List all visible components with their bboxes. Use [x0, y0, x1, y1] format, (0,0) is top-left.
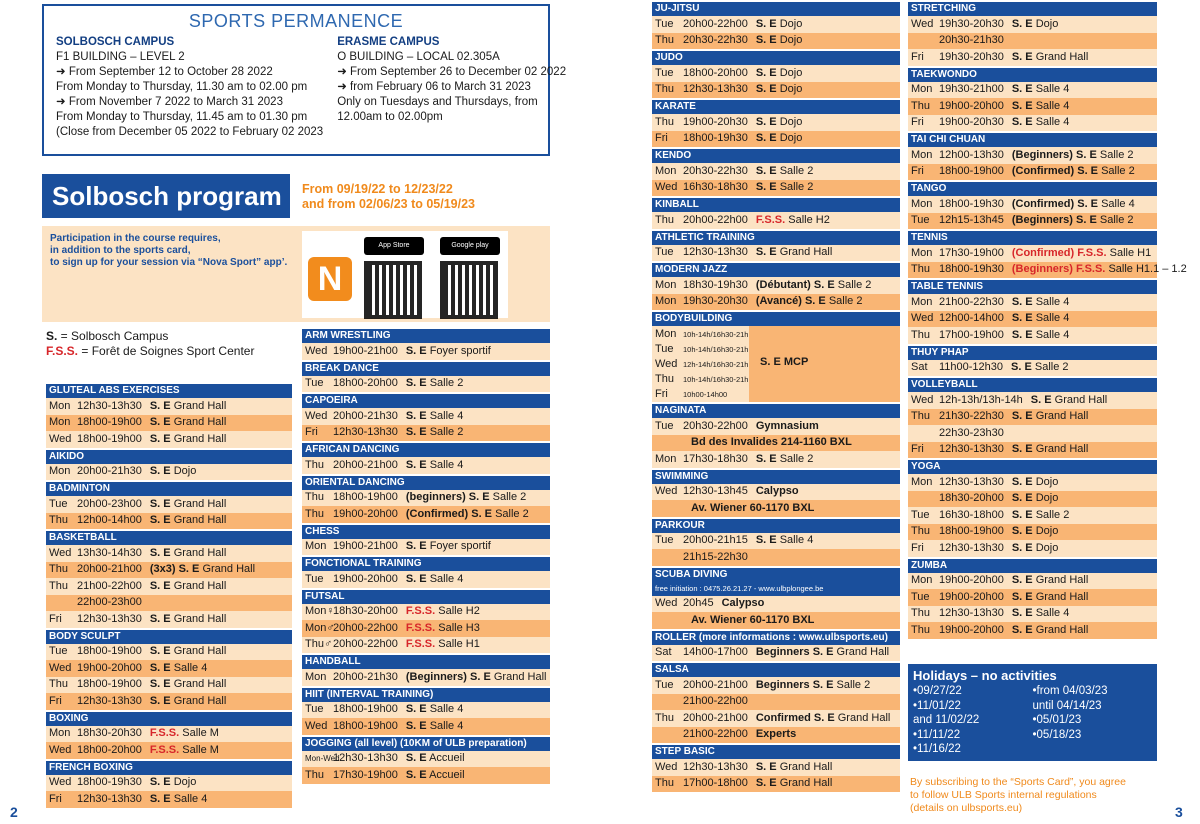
schedule-row: Mon 21h00-22h30 S. E Salle 4	[908, 294, 1157, 311]
section-header: KARATE	[652, 100, 900, 114]
schedule-row: Wed 20h00-21h30 S. E Salle 4	[302, 408, 550, 425]
schedule-column-4	[908, 0, 1187, 639]
schedule-row: Thu 18h00-19h30 (Beginners) F.S.S. Salle H1.1 – 1.2	[908, 262, 1157, 279]
section-header: BASKETBALL	[46, 531, 292, 545]
schedule-row: Wed 19h00-20h00 S. E Salle 4	[46, 660, 292, 677]
schedule-row: Fri 19h00-20h30 S. E Salle 4	[908, 115, 1157, 132]
schedule-row: 18h30-20h00 S. E Dojo	[908, 491, 1157, 508]
schedule-row: 22h30-23h30	[908, 425, 1157, 442]
schedule-row: Bd des Invalides 214-1160 BXL	[652, 435, 900, 452]
section-header: SALSA	[652, 663, 900, 677]
schedule-row: Mon 12h30-13h30 S. E Grand Hall	[46, 398, 292, 415]
section-header: BADMINTON	[46, 482, 292, 496]
schedule-row: Wed 16h30-18h30 S. E Salle 2	[652, 180, 900, 197]
section-header: THUY PHAP	[908, 346, 1157, 360]
section-header: FUTSAL	[302, 590, 550, 604]
section-header: JU-JITSU	[652, 2, 900, 16]
schedule-row: Fri 18h00-19h00 (Confirmed) S. E Salle 2	[908, 164, 1157, 181]
schedule-row: Thu 19h00-20h30 S. E Dojo	[652, 114, 900, 131]
schedule-row: Mon 20h30-22h30 S. E Salle 2	[652, 163, 900, 180]
schedule-row: Tue 16h30-18h00 S. E Salle 2	[908, 507, 1157, 524]
schedule-row: Thu 19h00-20h00 S. E Grand Hall	[908, 622, 1157, 639]
section-header: KINBALL	[652, 198, 900, 212]
sports-card-footer: By subscribing to the “Sports Card”, you agree to follow ULB Sports internal regulations (details on ulbsports.eu)	[910, 776, 1126, 814]
schedule-row: Mon 19h00-21h00 S. E Foyer sportif	[302, 539, 550, 556]
schedule-row: Wed 12h00-14h00 S. E Salle 4	[908, 311, 1157, 328]
section-header: PARKOUR	[652, 519, 900, 533]
schedule-row: Thu 20h00-21h00 S. E Salle 4	[302, 457, 550, 474]
schedule-row: Tue 19h00-20h00 S. E Salle 4	[302, 571, 550, 588]
section-header: ATHLETIC TRAINING	[652, 231, 900, 245]
section-header: ROLLER (more informations : www.ulbsports.eu)	[652, 631, 900, 645]
holidays-box: Holidays – no activities •09/27/22 •11/01/22 and 11/02/22 •11/11/22 •11/16/22 •from 04/03/23 until 04/14/23 •05/01/23 •05/18/23	[908, 664, 1157, 761]
section-header: MODERN JAZZ	[652, 263, 900, 277]
schedule-row: Tue 20h30-22h00 Gymnasium	[652, 418, 900, 435]
nova-sport-logo: N	[308, 257, 352, 301]
schedule-row: Wed 19h00-21h00 S. E Foyer sportif	[302, 343, 550, 360]
schedule-row: Wed 20h45 Calypso	[652, 596, 900, 613]
legend: S. = Solbosch Campus F.S.S. = Forêt de Soignes Sport Center	[46, 329, 255, 358]
section-header: TAI CHI CHUAN	[908, 133, 1157, 147]
schedule-row: 21h00-22h00 Experts	[652, 727, 900, 744]
schedule-row: Wed 12h30-13h30 S. E Grand Hall	[652, 759, 900, 776]
schedule-row: Fri 12h30-13h30 S. E Salle 4	[46, 791, 292, 808]
schedule-row: Tue 12h30-13h30 S. E Grand Hall	[652, 245, 900, 262]
schedule-row: Fri 12h30-13h30 S. E Dojo	[908, 540, 1157, 557]
section-header: YOGA	[908, 460, 1157, 474]
app-store-qr-code	[364, 261, 422, 319]
schedule-row: Thu 19h00-20h00 S. E Salle 4	[908, 98, 1157, 115]
schedule-row: Tue 20h00-23h00 S. E Grand Hall	[46, 496, 292, 513]
section-header: SCUBA DIVING	[652, 568, 900, 582]
schedule-row: Fri 18h00-19h30 S. E Dojo	[652, 131, 900, 148]
schedule-row: Mon 17h30-18h30 S. E Salle 2	[652, 451, 900, 468]
schedule-row: Tue 12h15-13h45 (Beginners) S. E Salle 2	[908, 213, 1157, 230]
schedule-row: 22h00-23h00	[46, 595, 292, 612]
schedule-row: Thu 20h00-21h00 Confirmed S. E Grand Hall	[652, 710, 900, 727]
schedule-row: Tue 19h00-20h00 S. E Grand Hall	[908, 589, 1157, 606]
schedule-row: Tue 20h00-21h00 Beginners S. E Salle 2	[652, 677, 900, 694]
section-header: AFRICAN DANCING	[302, 443, 550, 457]
schedule-row: Wed 12h-13h/13h-14h S. E Grand Hall	[908, 392, 1157, 409]
section-header: FONCTIONAL TRAINING	[302, 557, 550, 571]
section-header: BREAK DANCE	[302, 362, 550, 376]
schedule-row: Thu 20h00-22h00 F.S.S. Salle H2	[652, 212, 900, 229]
schedule-row: Tue 18h00-20h00 S. E Dojo	[652, 65, 900, 82]
schedule-row: Fri 19h30-20h30 S. E Grand Hall	[908, 49, 1157, 66]
section-header: SWIMMING	[652, 470, 900, 484]
section-header: HANDBALL	[302, 655, 550, 669]
schedule-row: 20h30-21h30	[908, 33, 1157, 50]
page-number-left: 2	[10, 804, 18, 820]
schedule-row: Fri 12h30-13h30 S. E Grand Hall	[908, 442, 1157, 459]
section-header: ARM WRESTLING	[302, 329, 550, 343]
page-number-right: 3	[1175, 804, 1183, 820]
schedule-row: Mon 12h00-13h30 (Beginners) S. E Salle 2	[908, 147, 1157, 164]
schedule-column-3	[652, 0, 900, 792]
section-header: TABLE TENNIS	[908, 280, 1157, 294]
program-dates: From 09/19/22 to 12/23/22 and from 02/06/23 to 05/19/23	[302, 182, 476, 211]
schedule-row: Thu 18h00-19h00 (beginners) S. E Salle 2	[302, 490, 550, 507]
schedule-row: Mon♂ 20h00-22h00 F.S.S. Salle H3	[302, 620, 550, 637]
section-header: STRETCHING	[908, 2, 1157, 16]
schedule-row: Mon 18h00-19h00 S. E Grand Hall	[46, 415, 292, 432]
permanence-title: SPORTS PERMANENCE	[188, 11, 404, 31]
schedule-row: Mon-Wed 12h30-13h30 S. E Accueil	[302, 751, 550, 768]
schedule-row: Thu 17h30-19h00 S. E Accueil	[302, 767, 550, 784]
section-header: NAGINATA	[652, 404, 900, 418]
schedule-row: Wed 19h30-20h30 S. E Dojo	[908, 16, 1157, 33]
schedule-row: Thu 12h30-13h30 S. E Dojo	[652, 82, 900, 99]
schedule-row: Mon 20h00-21h30 S. E Dojo	[46, 464, 292, 481]
section-header: BODYBUILDING	[652, 312, 900, 326]
section-header: GLUTEAL ABS EXERCISES	[46, 384, 292, 398]
schedule-row: Sat 11h00-12h30 S. E Salle 2	[908, 360, 1157, 377]
schedule-row: Mon 18h30-19h30 (Débutant) S. E Salle 2	[652, 277, 900, 294]
holidays-title: Holidays – no activities	[913, 668, 1057, 683]
schedule-row: Thu 18h00-19h00 S. E Grand Hall	[46, 677, 292, 694]
schedule-row: Mon 19h30-21h00 S. E Salle 4	[908, 82, 1157, 99]
schedule-row: Mon 17h30-19h00 (Confirmed) F.S.S. Salle H1	[908, 245, 1157, 262]
schedule-row: Mon 12h30-13h30 S. E Dojo	[908, 474, 1157, 491]
erasme-campus-info: ERASME CAMPUS O BUILDING – LOCAL 02.305A ➜ From September 26 to December 02 2022 ➜ from February 06 to March 31 2023 Only on Tuesdays and Thursdays, from 12.00am to 02.00pm	[337, 36, 567, 123]
schedule-row: Tue 20h00-22h00 S. E Dojo	[652, 16, 900, 33]
schedule-row: Wed 13h30-14h30 S. E Grand Hall	[46, 545, 292, 562]
app-store-badge[interactable]: App Store	[364, 237, 424, 255]
schedule-row: Av. Wiener 60-1170 BXL	[652, 500, 900, 517]
schedule-row: Tue 18h00-19h00 S. E Salle 4	[302, 702, 550, 719]
schedule-row: Thu 19h00-20h00 (Confirmed) S. E Salle 2	[302, 506, 550, 523]
schedule-row: Fri 12h30-13h30 S. E Grand Hall	[46, 611, 292, 628]
schedule-row: Av. Wiener 60-1170 BXL	[652, 612, 900, 629]
section-header: BOXING	[46, 712, 292, 726]
section-header: AIKIDO	[46, 450, 292, 464]
section-header: CAPOEIRA	[302, 394, 550, 408]
schedule-row: 21h15-22h30	[652, 549, 900, 566]
section-header: TANGO	[908, 182, 1157, 196]
schedule-row: Mon♀ 18h30-20h00 F.S.S. Salle H2	[302, 604, 550, 621]
schedule-row: Thu 18h00-19h00 S. E Dojo	[908, 524, 1157, 541]
solbosch-campus-info: SOLBOSCH CAMPUS F1 BUILDING – LEVEL 2 ➜ From September 12 to October 28 2022 From Monday to Thursday, 11.30 am to 02.00 pm ➜ From November 7 2022 to March 31 2023 From Monday to Thursday, 11.45 am to 01.30 pm (Close from December 05 2022 to February 02 2023	[56, 36, 324, 138]
schedule-row: Thu 21h30-22h30 S. E Grand Hall	[908, 409, 1157, 426]
google-play-qr-code	[440, 261, 498, 319]
schedule-row: Mon 20h00-21h30 (Beginners) S. E Grand Hall	[302, 669, 550, 686]
schedule-row: 21h00-22h00	[652, 694, 900, 711]
program-banner: Solbosch program	[42, 174, 290, 218]
section-header: JUDO	[652, 51, 900, 65]
section-header: ZUMBA	[908, 559, 1157, 573]
section-header: ORIENTAL DANCING	[302, 476, 550, 490]
schedule-row: Thu 20h30-22h30 S. E Dojo	[652, 33, 900, 50]
schedule-row: Tue 18h00-19h00 S. E Grand Hall	[46, 644, 292, 661]
registration-note: Participation in the course requires, in addition to the sports card, to sign up for your session via “Nova Sport” app’. N App Store Google play	[42, 226, 550, 322]
schedule-row: Mon 19h00-20h00 S. E Grand Hall	[908, 573, 1157, 590]
schedule-row: Tue 20h00-21h15 S. E Salle 4	[652, 533, 900, 550]
schedule-row: Fri 12h30-13h30 S. E Salle 2	[302, 425, 550, 442]
section-header: STEP BASIC	[652, 745, 900, 759]
schedule-row: Mon 19h30-20h30 (Avancé) S. E Salle 2	[652, 294, 900, 311]
section-header: HIIT (INTERVAL TRAINING)	[302, 688, 550, 702]
schedule-row: Wed 18h00-20h00 F.S.S. Salle M	[46, 742, 292, 759]
section-header: TENNIS	[908, 231, 1157, 245]
schedule-row: Mon 18h00-19h30 (Confirmed) S. E Salle 4	[908, 196, 1157, 213]
schedule-row: Wed 18h00-19h30 S. E Dojo	[46, 775, 292, 792]
section-header: KENDO	[652, 149, 900, 163]
section-header: JOGGING (all level) (10KM of ULB preparation)	[302, 737, 550, 751]
schedule-row: Wed 18h00-19h00 S. E Salle 4	[302, 718, 550, 735]
schedule-row: Thu 17h00-18h00 S. E Grand Hall	[652, 776, 900, 793]
section-header: VOLLEYBALL	[908, 378, 1157, 392]
schedule-row: Thu 12h30-13h30 S. E Salle 4	[908, 606, 1157, 623]
section-header: TAEKWONDO	[908, 68, 1157, 82]
schedule-row: Tue 18h00-20h00 S. E Salle 2	[302, 376, 550, 393]
schedule-row: Thu 20h00-21h00 (3x3) S. E Grand Hall	[46, 562, 292, 579]
schedule-column-1	[46, 382, 292, 808]
section-header: CHESS	[302, 525, 550, 539]
schedule-column-2	[302, 327, 550, 784]
section-header: FRENCH BOXING	[46, 761, 292, 775]
app-download-box	[302, 231, 508, 318]
schedule-row: Thu 17h00-19h00 S. E Salle 4	[908, 327, 1157, 344]
schedule-row: Sat 14h00-17h00 Beginners S. E Grand Hall	[652, 645, 900, 662]
schedule-row: Thu♂ 20h00-22h00 F.S.S. Salle H1	[302, 637, 550, 654]
section-header: BODY SCULPT	[46, 630, 292, 644]
google-play-badge[interactable]: Google play	[440, 237, 500, 255]
bodybuilding-schedule: Mon 10h-14h/16h30-21h Tue 10h-14h/16h30-21h Wed 12h-14h/16h30-21h Thu 10h-14h/16h30-21h Fri 10h00-14h00 S. E MCP	[652, 326, 900, 402]
section-subheader: free initiation : 0475.26.21.27 - www.ulbplongee.be	[652, 582, 900, 596]
schedule-row: Wed 12h30-13h45 Calypso	[652, 484, 900, 501]
schedule-row: Thu 21h00-22h00 S. E Grand Hall	[46, 578, 292, 595]
schedule-row: Fri 12h30-13h30 S. E Grand Hall	[46, 693, 292, 710]
sports-permanence-box	[42, 4, 567, 156]
schedule-row: Wed 18h00-19h00 S. E Grand Hall	[46, 431, 292, 448]
schedule-row: Mon 18h30-20h30 F.S.S. Salle M	[46, 726, 292, 743]
schedule-row: Thu 12h00-14h00 S. E Grand Hall	[46, 513, 292, 530]
